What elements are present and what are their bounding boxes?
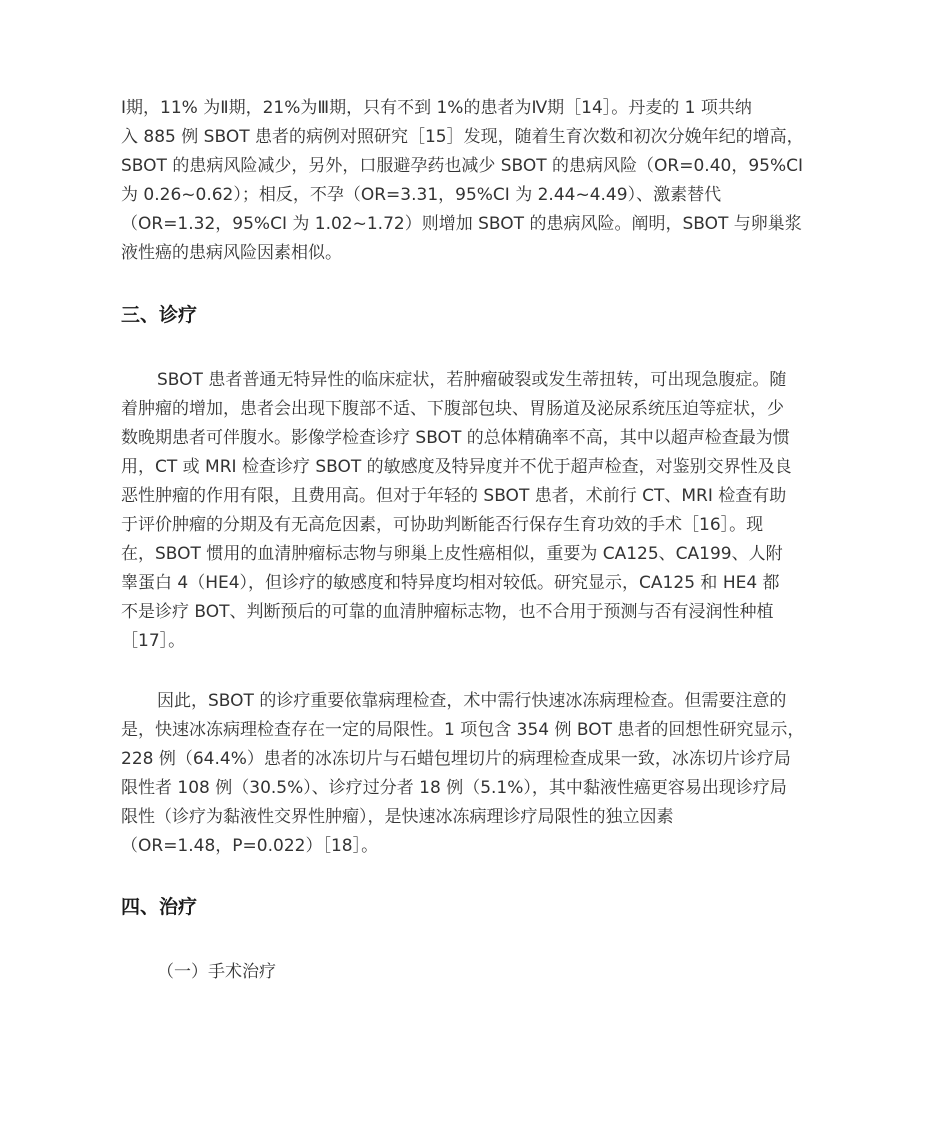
text-line: 于评价肿瘤的分期及有无高危因素，可协助判断能否行保存生育功效的手术［16］。现 bbox=[121, 515, 764, 535]
text-line: Ⅰ期，11% 为Ⅱ期，21%为Ⅲ期，只有不到 1%的患者为Ⅳ期［14］。丹麦的 1 项共纳 bbox=[121, 98, 752, 118]
text-line: SBOT 患者普通无特异性的临床症状，若肿瘤破裂或发生蒂扭转，可出现急腹症。随 bbox=[157, 370, 787, 390]
text-line: 数晚期患者可伴腹水。影像学检查诊疗 SBOT 的总体精确率不高，其中以超声检查最为惯 bbox=[121, 428, 790, 448]
text-line: 不是诊疗 BOT、判断预后的可靠的血清肿瘤标志物，也不合用于预测与否有浸润性种植 bbox=[121, 602, 774, 622]
subsection-heading-surgery: （一）手术治疗 bbox=[157, 962, 276, 982]
text-line: 限性（诊疗为黏液性交界性肿瘤），是快速冰冻病理诊疗局限性的独立因素 bbox=[121, 807, 674, 827]
text-line: 为 0.26~0.62）；相反，不孕（OR=3.31，95%CI 为 2.44~4.49）、激素替代 bbox=[121, 185, 722, 205]
text-line: 入 885 例 SBOT 患者的病例对照研究［15］发现，随着生育次数和初次分娩年纪的增高， bbox=[121, 127, 804, 147]
text-line: 恶性肿瘤的作用有限，且费用高。但对于年轻的 SBOT 患者，术前行 CT、MRI 检查有助 bbox=[121, 486, 787, 506]
text-line: 限性者 108 例（30.5%）、诊疗过分者 18 例（5.1%），其中黏液性癌更容易出现诊疗局 bbox=[121, 778, 787, 798]
section-heading-treatment: 四、治疗 bbox=[121, 896, 198, 918]
text-line: 睾蛋白 4（HE4），但诊疗的敏感度和特异度均相对较低。研究显示，CA125 和 HE4 都 bbox=[121, 573, 780, 593]
text-line: 228 例（64.4%）患者的冰冻切片与石蜡包埋切片的病理检查成果一致，冰冻切片诊疗局 bbox=[121, 749, 791, 769]
section-heading-diagnosis: 三、诊疗 bbox=[121, 304, 198, 326]
text-line: 在，SBOT 惯用的血清肿瘤标志物与卵巢上皮性癌相似，重要为 CA125、CA199、人附 bbox=[121, 544, 783, 564]
text-line: SBOT 的患病风险减少，另外，口服避孕药也减少 SBOT 的患病风险（OR=0.40，95%CI bbox=[121, 156, 804, 176]
text-line: 用，CT 或 MRI 检查诊疗 SBOT 的敏感度及特异度并不优于超声检查，对鉴别交界性及良 bbox=[121, 457, 792, 477]
text-line: 着肿瘤的增加，患者会出现下腹部不适、下腹部包块、胃肠道及泌尿系统压迫等症状，少 bbox=[121, 399, 784, 419]
text-line: （OR=1.48，P=0.022）［18］。 bbox=[121, 836, 379, 856]
text-line: 因此，SBOT 的诊疗重要依靠病理检查，术中需行快速冰冻病理检查。但需要注意的 bbox=[157, 691, 787, 711]
text-line: （OR=1.32，95%CI 为 1.02~1.72）则增加 SBOT 的患病风险。阐明，SBOT 与卵巢浆 bbox=[121, 214, 802, 234]
text-line: ［17］。 bbox=[121, 631, 186, 651]
text-line: 是，快速冰冻病理检查存在一定的局限性。1 项包含 354 例 BOT 患者的回想性研究显示， bbox=[121, 720, 805, 740]
text-line: 液性癌的患病风险因素相似。 bbox=[121, 243, 342, 263]
